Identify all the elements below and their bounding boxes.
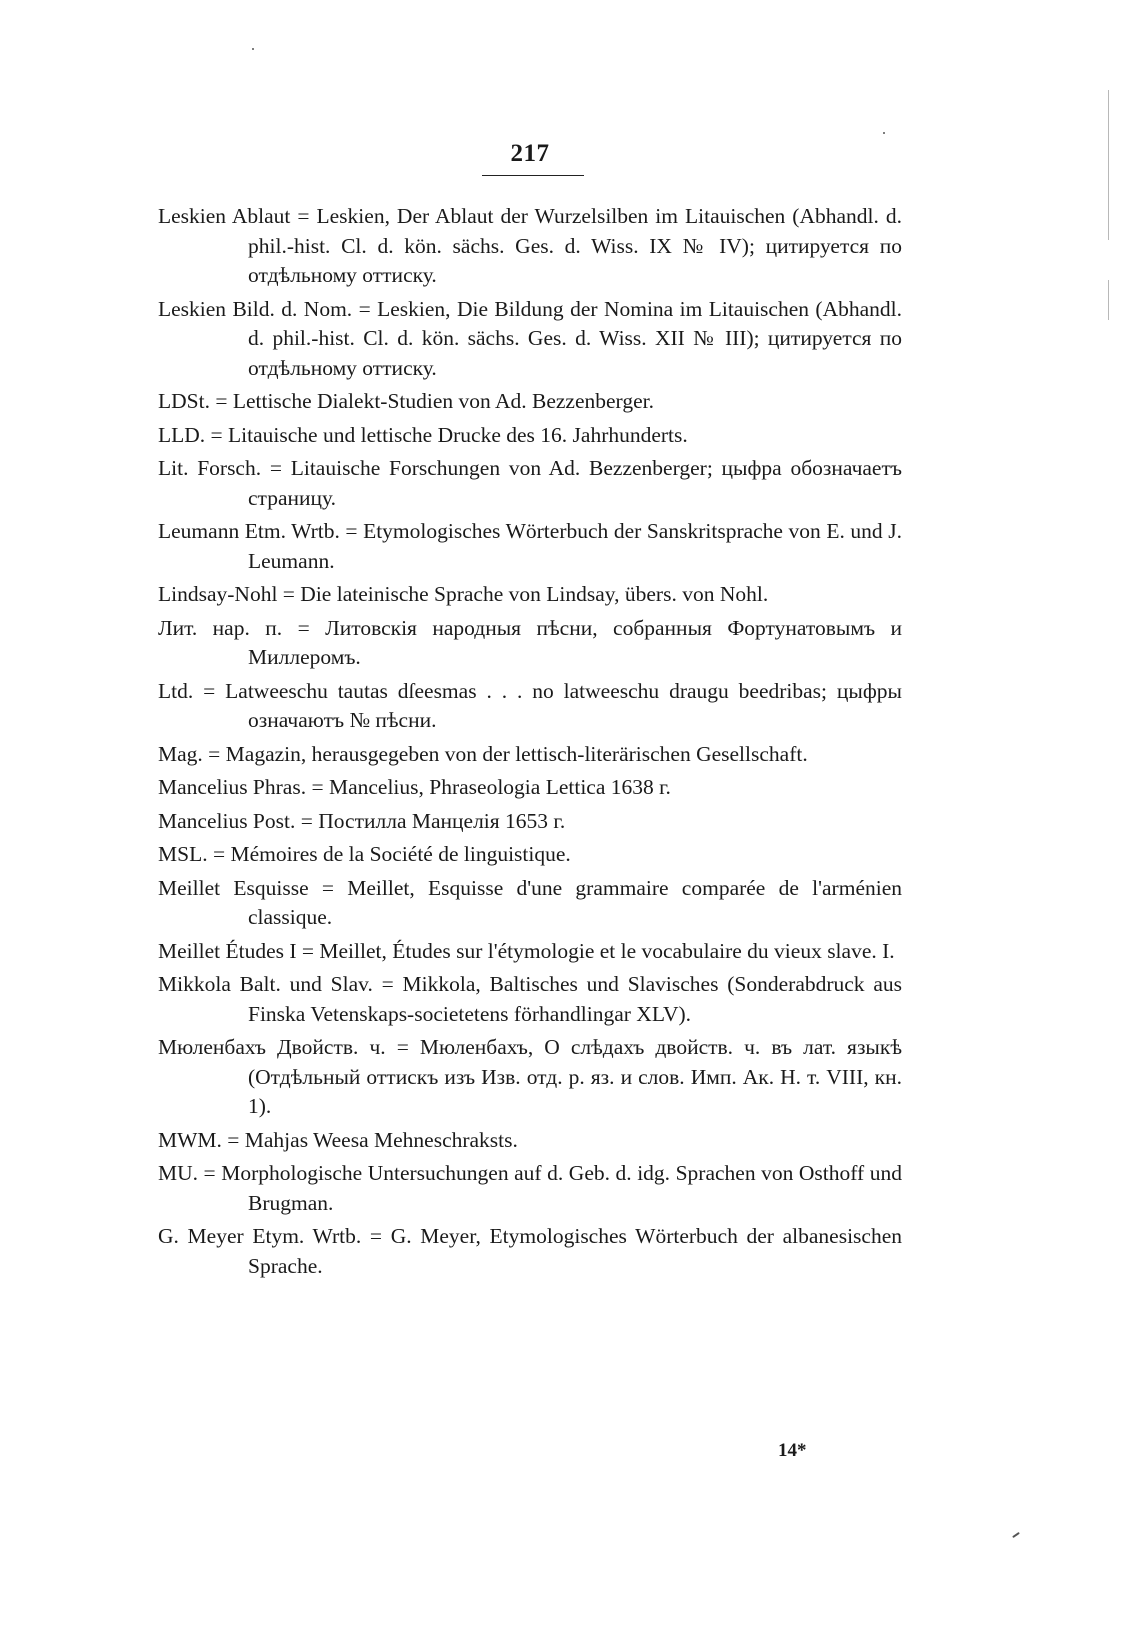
abbreviation-entry: Leumann Etm. Wrtb. = Etymologisches Wörterbuch der Sanskritsprache von E. und J. Leumann. (158, 519, 902, 573)
abbreviation-entry: MU. = Morphologische Untersuchungen auf d. Geb. d. idg. Sprachen von Osthoff und Brugman. (158, 1161, 902, 1215)
abbreviation-entry: Lit. Forsch. = Litauische Forschungen von Ad. Bezzenberger; цыфра обозначаетъ страницу. (158, 456, 902, 510)
abbreviation-entry: MSL. = Mémoires de la Société de linguistique. (158, 842, 571, 866)
abbreviation-entry: Leskien Ablaut = Leskien, Der Ablaut der Wurzelsilben im Litauischen (Abhandl. d. phil.-hist. Cl. d. kön. sächs. Ges. d. Wiss. IX № IV); цитируется по отдѣльному оттиску. (158, 204, 902, 287)
abbreviation-entry: Mancelius Post. = Постилла Манцелія 1653 г. (158, 808, 566, 833)
abbreviation-entry: Мюленбахъ Двойств. ч. = Мюленбахъ, О слѣдахъ двойств. ч. въ лат. языкѣ (Отдѣльный оттискъ изъ Изв. отд. р. яз. и слов. Имп. Ак. Н. т. VIII, кн. 1). (158, 1035, 902, 1118)
scan-edge-line (1108, 280, 1109, 320)
abbreviation-entry: MWM. = Mahjas Weesa Mehneschraksts. (158, 1127, 518, 1152)
abbreviation-entry: Mag. = Magazin, herausgegeben von der lettisch-literärischen Gesellschaft. (158, 741, 808, 766)
scan-edge-line (1108, 90, 1109, 240)
scan-speck (252, 48, 254, 50)
scan-speck (883, 132, 885, 134)
abbreviation-entry: Mancelius Phras. = Mancelius, Phraseologia Lettica 1638 г. (158, 775, 671, 799)
signature-mark: 14* (778, 1440, 807, 1461)
abbreviation-entry: Ltd. = Latweeschu tautas dſeesmas . . . no latweeschu draugu beedribas; цыфры означаютъ № пѣсни. (158, 678, 902, 732)
abbreviation-entry: Лит. нар. п. = Литовскія народныя пѣсни, собранныя Фортунатовымъ и Миллеромъ. (158, 615, 902, 669)
scan-speck (1012, 1532, 1020, 1538)
abbreviation-entry: LLD. = Litauische und lettische Drucke des 16. Jahrhunderts. (158, 422, 688, 447)
abbreviation-entry: Mikkola Balt. und Slav. = Mikkola, Baltisches und Slavisches (Sonderabdruck aus Finska Vetenskaps-societetens förhandlingar XLV). (158, 972, 902, 1026)
page-number: 217 (510, 140, 550, 167)
abbreviation-list (158, 202, 902, 1285)
page-number-rule (482, 175, 584, 176)
abbreviation-entry: G. Meyer Etym. Wrtb. = G. Meyer, Etymologisches Wörterbuch der albanesischen Sprache. (158, 1224, 902, 1278)
abbreviation-entry: Meillet Études I = Meillet, Études sur l'étymologie et le vocabulaire du vieux slave. I. (158, 938, 895, 963)
abbreviation-entry: Leskien Bild. d. Nom. = Leskien, Die Bildung der Nomina im Litauischen (Abhandl. d. phil.-hist. Cl. d. kön. sächs. Ges. d. Wiss. XII № III); цитируется по отдѣльному оттиску. (158, 296, 902, 380)
abbreviation-entry: Meillet Esquisse = Meillet, Esquisse d'une grammaire comparée de l'arménien classique. (158, 875, 902, 929)
abbreviation-entry: LDSt. = Lettische Dialekt-Studien von Ad. Bezzenberger. (158, 389, 654, 413)
abbreviation-entry: Lindsay-Nohl = Die lateinische Sprache von Lindsay, übers. von Nohl. (158, 582, 769, 606)
